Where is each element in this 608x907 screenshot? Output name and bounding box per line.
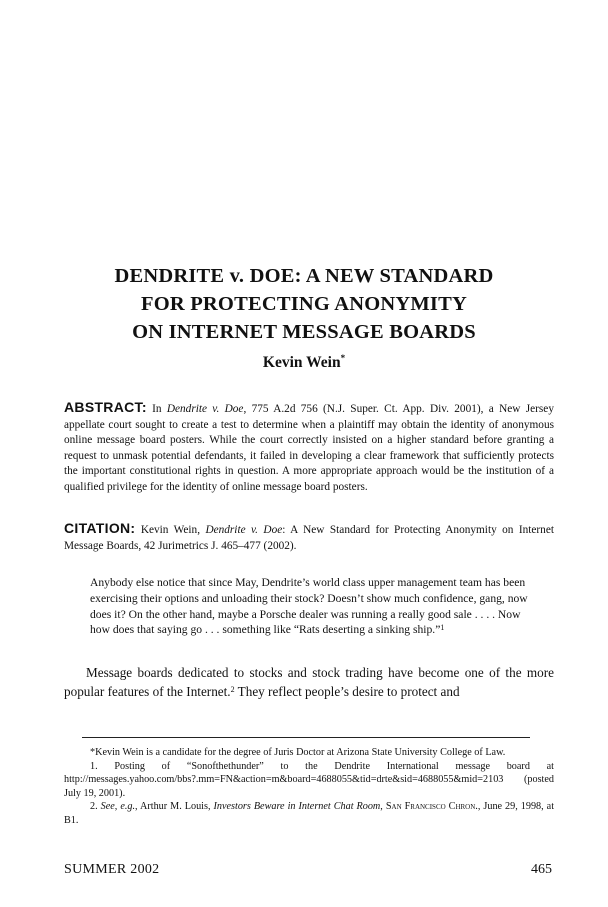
title-line: DENDRITE v. DOE: A NEW STANDARD <box>114 265 494 287</box>
article-title <box>70 262 538 346</box>
footnote-2: 2. See, e.g., Arthur M. Louis, Investors Beware in Internet Chat Room, San Francisco Chron., June 29, 1998, at B1. <box>64 801 555 826</box>
abstract <box>64 400 554 496</box>
citation-case-name: Dendrite v. Doe <box>205 524 283 536</box>
abstract-pre: In <box>152 403 167 415</box>
footnote-author: *Kevin Wein is a candidate for the degree of Juris Doctor at Arizona State University College of Law. <box>90 747 506 758</box>
quote-text: Anybody else notice that since May, Dendrite’s world class upper management team has been exercising their options and unloading their stock? Doesn’t show much confidence, gang, now does it? On the other hand, maybe a Porsche dealer was running a really good sale . . . . Now how does that saying go . . . something like “Rats deserting a sinking ship.” <box>90 576 528 637</box>
issue-label: SUMMER 2002 <box>64 862 160 877</box>
title-line: ON INTERNET MESSAGE BOARDS <box>132 321 476 343</box>
footnote-divider <box>82 737 530 738</box>
citation <box>64 521 554 554</box>
citation-label: CITATION: <box>64 520 136 536</box>
abstract-case-name: Dendrite v. Doe <box>166 403 244 415</box>
citation-pre: Kevin Wein, <box>140 524 206 536</box>
footnote-ref-2: 2 <box>230 685 235 694</box>
author-name: Kevin Wein <box>262 354 341 371</box>
epigraph-quote <box>90 575 528 638</box>
footnote-ref-1: 1 <box>440 623 445 633</box>
body-paragraph <box>64 663 554 701</box>
author-byline <box>0 354 608 372</box>
footnotes <box>64 746 554 828</box>
author-footnote-mark: * <box>340 353 346 363</box>
page-number: 465 <box>531 862 552 877</box>
citation-text: : A New Standard for Protecting Anonymity on Internet Message Boards, 42 Jurimetrics J. 465–477 (2002). <box>64 524 554 552</box>
footnote-1: 1. Posting of “Sonofthethunder” to the Dendrite International message board at http://messages.yahoo.com/bbs?.mm=FN&action=m&board=4688055&tid=drte&sid=4688055&mid=2103 (posted July 19, 2001). <box>64 760 554 799</box>
body-text-rest: They reflect people’s desire to protect and <box>234 684 460 699</box>
abstract-text: , 775 A.2d 756 (N.J. Super. Ct. App. Div. 2001), a New Jersey appellate court sought to create a test to determine when a plaintiff may obtain the identity of anonymous online message board posters. While the court correctly insisted on a higher standard before granting a request to unmask potential defendants, it failed in developing a clear framework that sufficiently protects the important constitutional rights in question. A more appropriate approach would be the institution of a qualified privilege for the identity of online message board posters. <box>64 403 554 493</box>
abstract-label: ABSTRACT: <box>64 399 147 415</box>
title-line: FOR PROTECTING ANONYMITY <box>141 293 467 315</box>
body-text: Message boards dedicated to stocks and stock trading have become one of the more popular features of the Internet. <box>64 665 554 699</box>
